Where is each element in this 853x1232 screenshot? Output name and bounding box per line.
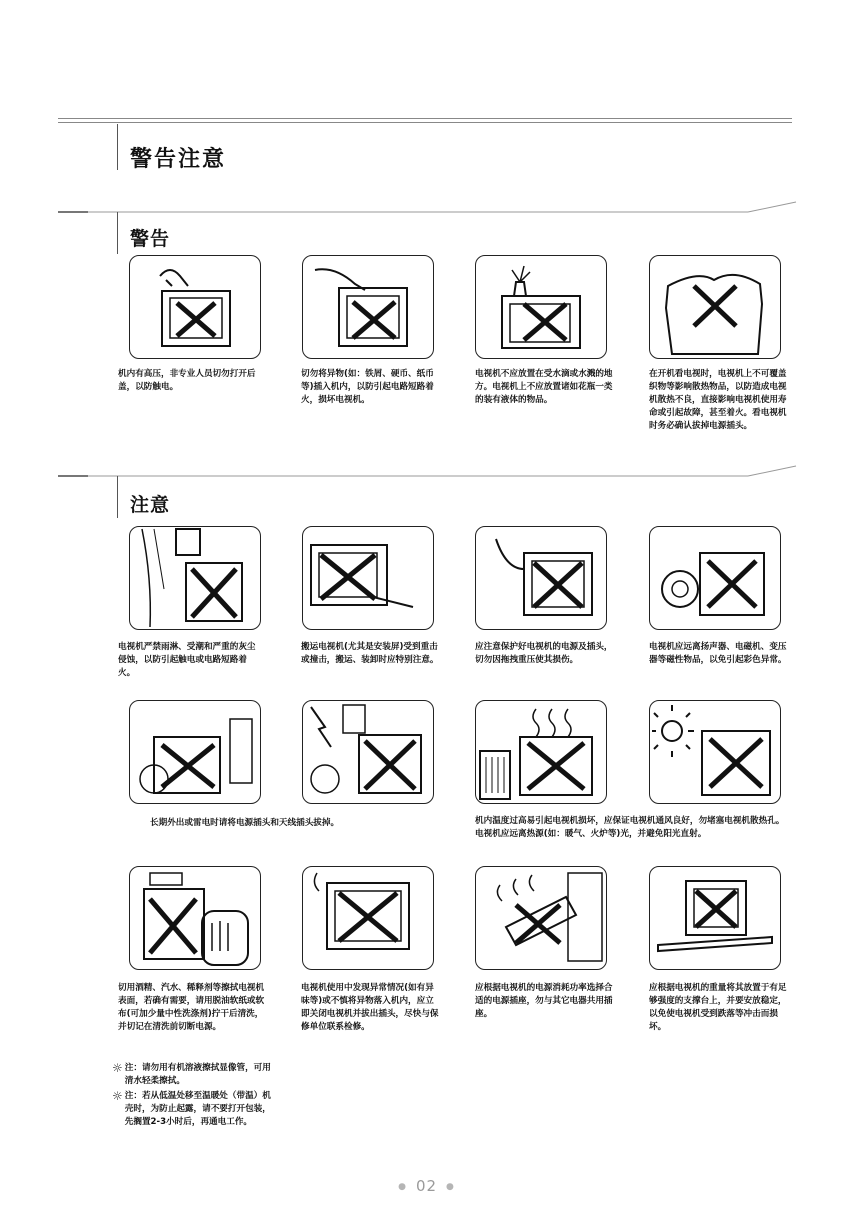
caution-caption-2: 搬运电视机(尤其是安装屏)受到重击或撞击，搬运、装卸时应特别注意。 bbox=[301, 642, 439, 665]
page-number bbox=[0, 1177, 853, 1195]
warning-bar bbox=[117, 212, 118, 254]
row2-left-caption: 长期外出或雷电时请将电源插头和天线插头拔掉。 bbox=[150, 818, 340, 828]
header-rule-bottom bbox=[58, 122, 792, 123]
page-title: 警告注意 bbox=[130, 147, 227, 172]
note-1 bbox=[112, 1062, 274, 1088]
title-bar bbox=[117, 124, 118, 170]
note-2 bbox=[112, 1090, 274, 1129]
caution-caption-12: 应根据电视机的重量将其放置于有足够强度的支撑台上，并要安放稳定，以免使电视机受到跌落等冲击而损坏。 bbox=[649, 983, 787, 1032]
note-2-text: 注：若从低温处移至温暖处（带温）机壳时，为防止起露，请不要打开包装，先搁置2-3小时后，再通电工作。 bbox=[124, 1091, 271, 1127]
warning-caption-1: 机内有高压，非专业人员切勿打开后盖，以防触电。 bbox=[118, 369, 256, 392]
warning-caption-3: 电视机不应放置在受水滴或水溅的地方。电视机上不应放置诸如花瓶一类的装有液体的物品。 bbox=[475, 369, 613, 405]
header-rule-top bbox=[58, 118, 792, 119]
speaker-magnet-icon bbox=[649, 526, 781, 630]
warning-section-title: 警告 bbox=[130, 228, 171, 250]
sun-icon: ☼ bbox=[112, 1089, 123, 1103]
sunlight-on-tv-icon bbox=[649, 700, 781, 804]
caution-bar bbox=[117, 476, 118, 518]
vase-on-tv-icon bbox=[475, 255, 607, 359]
unstable-stand-icon bbox=[649, 866, 781, 970]
spray-cleaning-icon bbox=[129, 866, 261, 970]
warning-caption-2: 切勿将异物(如：铁屑、硬币、纸币等)插入机内，以防引起电路短路着火，损坏电视机。 bbox=[301, 369, 434, 405]
smoke-from-tv-icon bbox=[302, 866, 434, 970]
page-number-text: 02 bbox=[415, 1177, 438, 1195]
dot-icon: ● bbox=[446, 1181, 455, 1192]
overloaded-outlet-icon bbox=[475, 866, 607, 970]
caution-caption-4: 电视机应远离扬声器、电磁机、变压器等磁性物品，以免引起彩色异常。 bbox=[649, 642, 787, 665]
caution-section-title: 注意 bbox=[130, 494, 171, 516]
insert-object-icon bbox=[302, 255, 434, 359]
tv-near-window-icon bbox=[129, 526, 261, 630]
caution-caption-9: 切用酒精、汽水、稀释剂等擦拭电视机表面，若确有需要，请用脱油软纸或软布(可加少量中性洗涤剂)拧干后清洗，并切记在清洗前切断电源。 bbox=[118, 983, 265, 1032]
open-back-cover-icon bbox=[129, 255, 261, 359]
note-1-text: 注：请勿用有机溶液擦拭显像管，可用清水轻柔擦拭。 bbox=[124, 1063, 271, 1086]
row2-right-caption: 机内温度过高易引起电视机损坏，应保证电视机通风良好，勿堵塞电视机散热孔。电视机应远离热源(如：暖气、火炉等)光，并避免阳光直射。 bbox=[475, 816, 785, 839]
sun-icon: ☼ bbox=[112, 1061, 123, 1075]
caution-caption-11: 应根据电视机的电源消耗功率选择合适的电源插座，勿与其它电器共用插座。 bbox=[475, 983, 613, 1019]
unplug-antenna-icon bbox=[129, 700, 261, 804]
warning-caption-4: 在开机看电视时，电视机上不可覆盖织物等影响散热物品，以防造成电视机散热不良，直接影响电视机使用寿命或引起故障，甚至着火。看电视机时务必确认拔掉电源插头。 bbox=[649, 369, 787, 431]
caution-caption-1: 电视机严禁雨淋、受潮和严重的灰尘侵蚀，以防引起触电或电路短路着火。 bbox=[118, 642, 256, 678]
power-cord-icon bbox=[475, 526, 607, 630]
move-tv-icon bbox=[302, 526, 434, 630]
caution-divider bbox=[58, 464, 798, 478]
dot-icon: ● bbox=[398, 1181, 407, 1192]
lightning-storm-icon bbox=[302, 700, 434, 804]
heater-near-tv-icon bbox=[475, 700, 607, 804]
caution-caption-10: 电视机使用中发现异常情况(如有异味等)或不慎将异物落入机内，应立即关闭电视机并拔出插头，尽快与保修单位联系检修。 bbox=[301, 983, 439, 1032]
warning-divider bbox=[58, 200, 798, 214]
caution-caption-3: 应注意保护好电视机的电源及插头，切勿因拖拽重压使其损伤。 bbox=[475, 642, 613, 665]
cloth-cover-tv-icon bbox=[649, 255, 781, 359]
